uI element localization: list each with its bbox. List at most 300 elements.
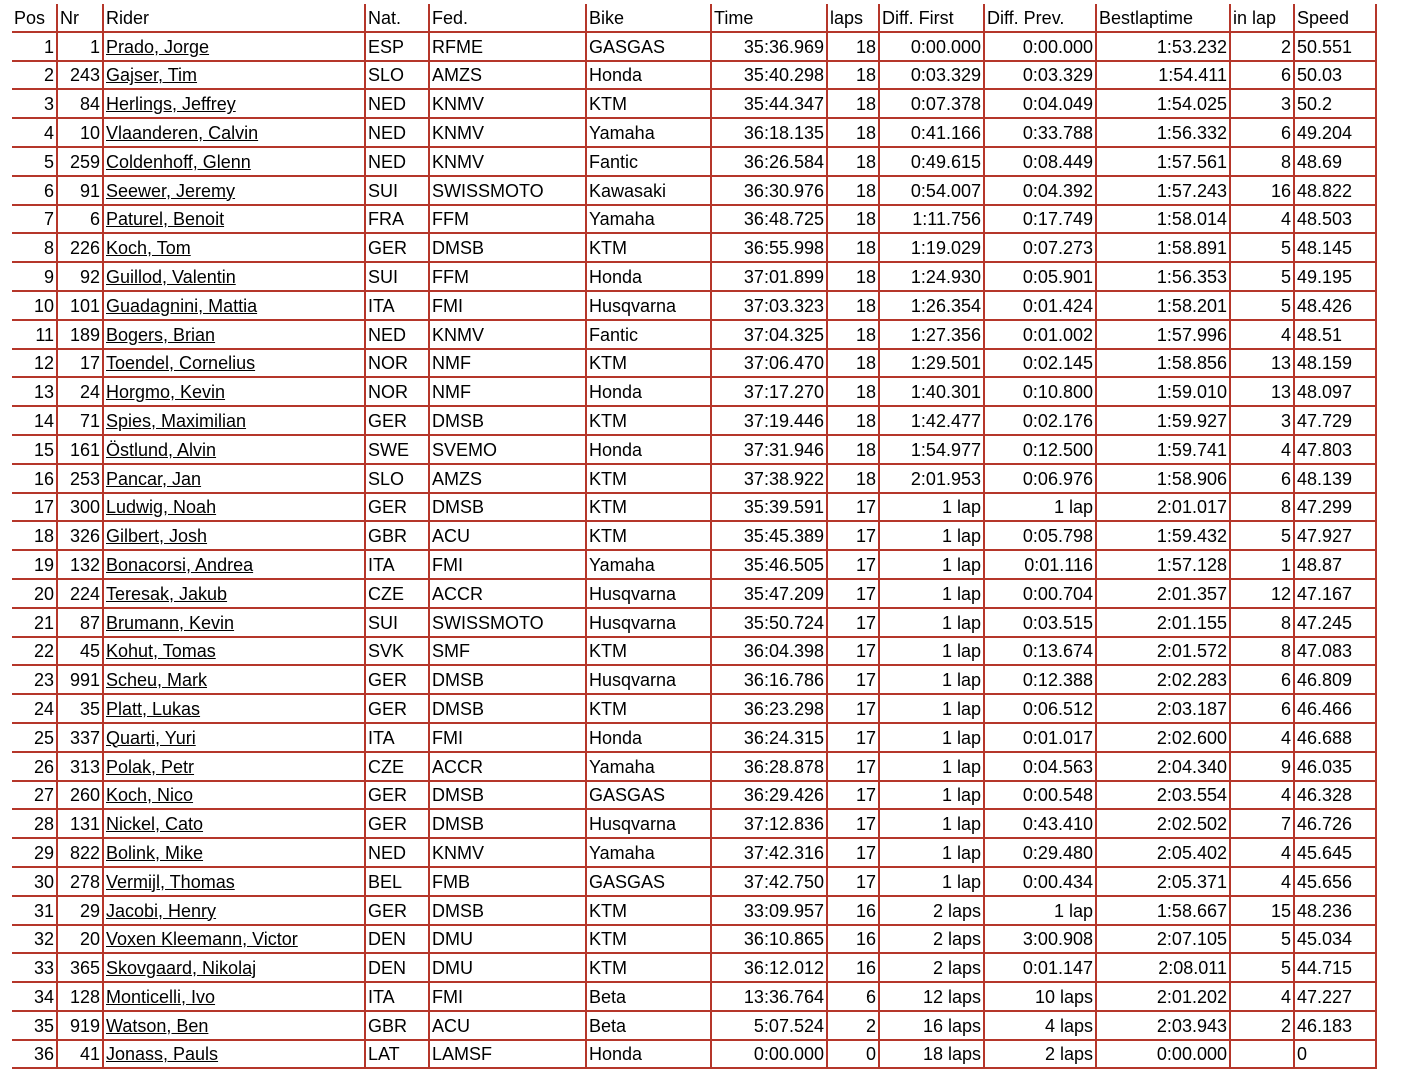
cell-in-lap: 13 <box>1231 350 1295 379</box>
table-row <box>12 321 1377 350</box>
cell-diff-prev: 0:02.145 <box>985 350 1097 379</box>
cell-fed: FMI <box>430 551 587 580</box>
cell-pos: 28 <box>12 810 58 839</box>
cell-bike: Husqvarna <box>587 580 712 609</box>
cell-bike: Honda <box>587 1041 712 1070</box>
cell-diff-prev: 0:00.704 <box>985 580 1097 609</box>
cell-pos: 22 <box>12 638 58 667</box>
table-row <box>12 609 1377 638</box>
cell-time: 35:40.298 <box>712 62 828 91</box>
rider-link[interactable]: Quarti, Yuri <box>106 727 196 748</box>
cell-in-lap: 15 <box>1231 897 1295 926</box>
cell-pos: 7 <box>12 206 58 235</box>
cell-time: 35:50.724 <box>712 609 828 638</box>
table-row <box>12 465 1377 494</box>
cell-rider <box>104 1041 366 1070</box>
cell-speed: 47.167 <box>1295 580 1377 609</box>
cell-bestlaptime: 1:53.232 <box>1097 33 1231 62</box>
cell-rider <box>104 580 366 609</box>
cell-pos: 35 <box>12 1012 58 1041</box>
cell-time: 36:12.012 <box>712 954 828 983</box>
cell-bike: GASGAS <box>587 33 712 62</box>
table-row <box>12 551 1377 580</box>
cell-diff-prev: 0:04.049 <box>985 90 1097 119</box>
cell-bestlaptime: 2:01.017 <box>1097 494 1231 523</box>
cell-laps: 17 <box>828 494 880 523</box>
cell-time: 37:03.323 <box>712 292 828 321</box>
cell-diff-first: 2:01.953 <box>880 465 985 494</box>
rider-link[interactable]: Jonass, Pauls <box>106 1044 219 1065</box>
rider-link[interactable]: Vlaanderen, Calvin <box>106 122 259 143</box>
cell-nr: 71 <box>58 407 104 436</box>
cell-bestlaptime: 2:02.600 <box>1097 724 1231 753</box>
cell-diff-prev: 0:05.901 <box>985 263 1097 292</box>
cell-in-lap: 12 <box>1231 580 1295 609</box>
cell-laps: 18 <box>828 263 880 292</box>
cell-diff-first: 1:42.477 <box>880 407 985 436</box>
cell-speed: 47.245 <box>1295 609 1377 638</box>
cell-diff-prev: 0:12.500 <box>985 436 1097 465</box>
cell-pos: 25 <box>12 724 58 753</box>
rider-link[interactable]: Brumann, Kevin <box>106 612 235 633</box>
cell-pos: 20 <box>12 580 58 609</box>
cell-bestlaptime: 2:01.357 <box>1097 580 1231 609</box>
rider-link[interactable]: Seewer, Jeremy <box>106 180 236 201</box>
cell-bike: Honda <box>587 263 712 292</box>
cell-fed: DMU <box>430 926 587 955</box>
cell-rider <box>104 234 366 263</box>
rider-link[interactable]: Pancar, Jan <box>106 468 202 489</box>
cell-bestlaptime: 0:00.000 <box>1097 1041 1231 1070</box>
cell-in-lap: 2 <box>1231 1012 1295 1041</box>
cell-pos: 23 <box>12 666 58 695</box>
cell-nr: 991 <box>58 666 104 695</box>
cell-nat: SUI <box>366 177 430 206</box>
cell-time: 37:31.946 <box>712 436 828 465</box>
cell-bestlaptime: 2:04.340 <box>1097 753 1231 782</box>
cell-laps: 18 <box>828 436 880 465</box>
cell-in-lap: 6 <box>1231 666 1295 695</box>
results-table <box>12 4 1377 1069</box>
cell-diff-prev: 0:03.329 <box>985 62 1097 91</box>
cell-rider <box>104 609 366 638</box>
cell-diff-first: 0:54.007 <box>880 177 985 206</box>
cell-in-lap: 13 <box>1231 378 1295 407</box>
cell-pos: 9 <box>12 263 58 292</box>
cell-nr: 6 <box>58 206 104 235</box>
cell-diff-first: 1 lap <box>880 753 985 782</box>
table-row <box>12 206 1377 235</box>
cell-nat: SUI <box>366 263 430 292</box>
cell-bike: Fantic <box>587 148 712 177</box>
table-row <box>12 954 1377 983</box>
cell-rider <box>104 753 366 782</box>
cell-diff-first: 0:00.000 <box>880 33 985 62</box>
rider-link[interactable]: Nickel, Cato <box>106 814 204 835</box>
cell-in-lap: 4 <box>1231 206 1295 235</box>
table-row <box>12 724 1377 753</box>
cell-speed: 47.227 <box>1295 983 1377 1012</box>
cell-nat: FRA <box>366 206 430 235</box>
cell-speed: 46.809 <box>1295 666 1377 695</box>
cell-rider <box>104 868 366 897</box>
rider-link[interactable]: Toendel, Cornelius <box>106 353 256 374</box>
header-diff-first: Diff. First <box>880 4 985 33</box>
cell-diff-first: 18 laps <box>880 1041 985 1070</box>
cell-bike: KTM <box>587 494 712 523</box>
header-diff-prev: Diff. Prev. <box>985 4 1097 33</box>
cell-time: 36:10.865 <box>712 926 828 955</box>
cell-laps: 18 <box>828 33 880 62</box>
cell-speed: 48.51 <box>1295 321 1377 350</box>
cell-nat: SUI <box>366 609 430 638</box>
cell-time: 36:48.725 <box>712 206 828 235</box>
cell-laps: 18 <box>828 62 880 91</box>
cell-speed: 48.145 <box>1295 234 1377 263</box>
cell-nat: SVK <box>366 638 430 667</box>
cell-rider <box>104 724 366 753</box>
cell-bestlaptime: 2:03.187 <box>1097 695 1231 724</box>
cell-diff-prev: 1 lap <box>985 494 1097 523</box>
header-row <box>12 4 1377 33</box>
cell-diff-prev: 0:01.017 <box>985 724 1097 753</box>
cell-time: 33:09.957 <box>712 897 828 926</box>
cell-in-lap: 6 <box>1231 465 1295 494</box>
cell-rider <box>104 90 366 119</box>
cell-diff-prev: 0:06.512 <box>985 695 1097 724</box>
cell-pos: 5 <box>12 148 58 177</box>
cell-speed: 48.426 <box>1295 292 1377 321</box>
cell-nat: SLO <box>366 465 430 494</box>
cell-laps: 18 <box>828 206 880 235</box>
cell-bike: Honda <box>587 378 712 407</box>
cell-time: 36:23.298 <box>712 695 828 724</box>
rider-link[interactable]: Skovgaard, Nikolaj <box>106 958 257 979</box>
cell-diff-first: 16 laps <box>880 1012 985 1041</box>
cell-fed: NMF <box>430 378 587 407</box>
cell-nr: 87 <box>58 609 104 638</box>
cell-diff-prev: 0:02.176 <box>985 407 1097 436</box>
header-speed: Speed <box>1295 4 1377 33</box>
cell-rider <box>104 148 366 177</box>
cell-speed: 50.03 <box>1295 62 1377 91</box>
cell-diff-first: 2 laps <box>880 954 985 983</box>
rider-link[interactable]: Guillod, Valentin <box>106 266 236 287</box>
cell-pos: 21 <box>12 609 58 638</box>
cell-fed: KNMV <box>430 148 587 177</box>
table-row <box>12 782 1377 811</box>
cell-nr: 313 <box>58 753 104 782</box>
rider-link[interactable]: Platt, Lukas <box>106 698 201 719</box>
cell-nr: 224 <box>58 580 104 609</box>
cell-diff-first: 1:29.501 <box>880 350 985 379</box>
cell-speed: 47.729 <box>1295 407 1377 436</box>
cell-bike: KTM <box>587 926 712 955</box>
cell-fed: ACCR <box>430 580 587 609</box>
cell-fed: NMF <box>430 350 587 379</box>
cell-nat: ITA <box>366 551 430 580</box>
cell-nat: NED <box>366 148 430 177</box>
cell-pos: 12 <box>12 350 58 379</box>
cell-rider <box>104 666 366 695</box>
rider-link[interactable]: Scheu, Mark <box>106 670 208 691</box>
cell-nat: NED <box>366 321 430 350</box>
cell-time: 37:04.325 <box>712 321 828 350</box>
rider-link[interactable]: Ludwig, Noah <box>106 497 217 518</box>
cell-diff-first: 0:03.329 <box>880 62 985 91</box>
cell-in-lap: 5 <box>1231 292 1295 321</box>
cell-fed: KNMV <box>430 119 587 148</box>
cell-nat: DEN <box>366 926 430 955</box>
cell-diff-prev: 0:29.480 <box>985 839 1097 868</box>
cell-diff-prev: 0:13.674 <box>985 638 1097 667</box>
cell-nat: NED <box>366 839 430 868</box>
cell-fed: FFM <box>430 206 587 235</box>
cell-nr: 24 <box>58 378 104 407</box>
rider-link[interactable]: Bogers, Brian <box>106 324 216 345</box>
cell-nr: 128 <box>58 983 104 1012</box>
cell-bestlaptime: 2:03.943 <box>1097 1012 1231 1041</box>
cell-laps: 6 <box>828 983 880 1012</box>
cell-diff-first: 1:27.356 <box>880 321 985 350</box>
cell-fed: DMSB <box>430 234 587 263</box>
cell-time: 35:47.209 <box>712 580 828 609</box>
cell-diff-prev: 0:03.515 <box>985 609 1097 638</box>
cell-in-lap: 4 <box>1231 983 1295 1012</box>
cell-nat: GER <box>366 695 430 724</box>
cell-speed: 46.466 <box>1295 695 1377 724</box>
cell-in-lap: 5 <box>1231 263 1295 292</box>
cell-time: 36:04.398 <box>712 638 828 667</box>
cell-diff-prev: 2 laps <box>985 1041 1097 1070</box>
cell-pos: 26 <box>12 753 58 782</box>
cell-bike: KTM <box>587 522 712 551</box>
cell-bike: Yamaha <box>587 839 712 868</box>
rider-link[interactable]: Prado, Jorge <box>106 36 210 57</box>
cell-laps: 17 <box>828 695 880 724</box>
cell-fed: RFME <box>430 33 587 62</box>
cell-laps: 17 <box>828 753 880 782</box>
cell-nat: ESP <box>366 33 430 62</box>
cell-nr: 253 <box>58 465 104 494</box>
cell-laps: 17 <box>828 724 880 753</box>
cell-diff-first: 1:40.301 <box>880 378 985 407</box>
rider-link[interactable]: Östlund, Alvin <box>106 439 217 460</box>
cell-speed: 48.87 <box>1295 551 1377 580</box>
cell-diff-first: 1:54.977 <box>880 436 985 465</box>
cell-nat: GER <box>366 897 430 926</box>
cell-nat: LAT <box>366 1041 430 1070</box>
cell-nr: 260 <box>58 782 104 811</box>
cell-time: 5:07.524 <box>712 1012 828 1041</box>
rider-link[interactable]: Horgmo, Kevin <box>106 382 226 403</box>
cell-nat: GBR <box>366 522 430 551</box>
table-row <box>12 62 1377 91</box>
cell-time: 36:24.315 <box>712 724 828 753</box>
table-row <box>12 407 1377 436</box>
cell-bestlaptime: 1:54.025 <box>1097 90 1231 119</box>
rider-link[interactable]: Koch, Tom <box>106 238 191 259</box>
cell-nat: GER <box>366 407 430 436</box>
cell-diff-first: 0:49.615 <box>880 148 985 177</box>
cell-laps: 18 <box>828 321 880 350</box>
cell-laps: 18 <box>828 177 880 206</box>
cell-nr: 278 <box>58 868 104 897</box>
cell-pos: 1 <box>12 33 58 62</box>
cell-pos: 33 <box>12 954 58 983</box>
cell-laps: 17 <box>828 782 880 811</box>
cell-rider <box>104 839 366 868</box>
cell-bestlaptime: 1:59.010 <box>1097 378 1231 407</box>
cell-nr: 226 <box>58 234 104 263</box>
cell-nr: 91 <box>58 177 104 206</box>
cell-rider <box>104 321 366 350</box>
cell-speed: 0 <box>1295 1041 1377 1070</box>
cell-nat: GER <box>366 810 430 839</box>
cell-fed: DMU <box>430 954 587 983</box>
cell-rider <box>104 954 366 983</box>
cell-pos: 36 <box>12 1041 58 1070</box>
rider-link[interactable]: Gilbert, Josh <box>106 526 208 547</box>
cell-nat: GER <box>366 234 430 263</box>
cell-time: 37:06.470 <box>712 350 828 379</box>
cell-bestlaptime: 2:01.572 <box>1097 638 1231 667</box>
cell-pos: 34 <box>12 983 58 1012</box>
cell-time: 36:26.584 <box>712 148 828 177</box>
rider-link[interactable]: Monticelli, Ivo <box>106 986 216 1007</box>
cell-diff-first: 1 lap <box>880 638 985 667</box>
rider-link[interactable]: Bolink, Mike <box>106 842 204 863</box>
cell-bestlaptime: 1:56.353 <box>1097 263 1231 292</box>
cell-bestlaptime: 1:58.014 <box>1097 206 1231 235</box>
cell-pos: 18 <box>12 522 58 551</box>
cell-in-lap: 3 <box>1231 90 1295 119</box>
cell-in-lap: 8 <box>1231 494 1295 523</box>
cell-time: 37:19.446 <box>712 407 828 436</box>
table-row <box>12 263 1377 292</box>
cell-time: 35:39.591 <box>712 494 828 523</box>
cell-rider <box>104 782 366 811</box>
cell-diff-prev: 0:10.800 <box>985 378 1097 407</box>
cell-rider <box>104 292 366 321</box>
cell-in-lap: 4 <box>1231 724 1295 753</box>
cell-laps: 17 <box>828 638 880 667</box>
cell-nat: NED <box>366 119 430 148</box>
rider-link[interactable]: Vermijl, Thomas <box>106 871 235 892</box>
cell-bestlaptime: 2:03.554 <box>1097 782 1231 811</box>
table-row <box>12 897 1377 926</box>
table-row <box>12 1012 1377 1041</box>
cell-nr: 365 <box>58 954 104 983</box>
cell-pos: 17 <box>12 494 58 523</box>
cell-pos: 16 <box>12 465 58 494</box>
rider-link[interactable]: Teresak, Jakub <box>106 583 228 604</box>
cell-nr: 337 <box>58 724 104 753</box>
cell-laps: 2 <box>828 1012 880 1041</box>
table-row <box>12 148 1377 177</box>
cell-bestlaptime: 2:05.371 <box>1097 868 1231 897</box>
table-row <box>12 292 1377 321</box>
cell-nr: 45 <box>58 638 104 667</box>
cell-rider <box>104 926 366 955</box>
cell-rider <box>104 378 366 407</box>
cell-pos: 24 <box>12 695 58 724</box>
cell-diff-first: 0:41.166 <box>880 119 985 148</box>
cell-nat: SLO <box>366 62 430 91</box>
cell-diff-prev: 0:05.798 <box>985 522 1097 551</box>
rider-link[interactable]: Voxen Kleemann, Victor <box>106 929 298 950</box>
cell-bike: Yamaha <box>587 551 712 580</box>
cell-rider <box>104 62 366 91</box>
cell-nr: 243 <box>58 62 104 91</box>
cell-laps: 18 <box>828 378 880 407</box>
cell-pos: 10 <box>12 292 58 321</box>
rider-link[interactable]: Koch, Nico <box>106 785 194 806</box>
rider-link[interactable]: Spies, Maximilian <box>106 410 247 431</box>
rider-link[interactable]: Herlings, Jeffrey <box>106 94 236 115</box>
cell-time: 35:44.347 <box>712 90 828 119</box>
cell-diff-first: 1:26.354 <box>880 292 985 321</box>
cell-bike: Husqvarna <box>587 292 712 321</box>
cell-rider <box>104 522 366 551</box>
rider-link[interactable]: Watson, Ben <box>106 1015 209 1036</box>
rider-link[interactable]: Coldenhoff, Glenn <box>106 151 251 172</box>
cell-rider <box>104 494 366 523</box>
cell-bestlaptime: 2:08.011 <box>1097 954 1231 983</box>
cell-bestlaptime: 1:58.906 <box>1097 465 1231 494</box>
rider-link[interactable]: Kohut, Tomas <box>106 641 216 662</box>
cell-laps: 17 <box>828 522 880 551</box>
table-row <box>12 580 1377 609</box>
cell-speed: 49.195 <box>1295 263 1377 292</box>
cell-bike: Husqvarna <box>587 609 712 638</box>
cell-diff-first: 1 lap <box>880 782 985 811</box>
cell-in-lap: 1 <box>1231 551 1295 580</box>
cell-diff-prev: 0:01.116 <box>985 551 1097 580</box>
cell-fed: DMSB <box>430 782 587 811</box>
cell-nat: BEL <box>366 868 430 897</box>
cell-diff-first: 1 lap <box>880 494 985 523</box>
cell-bestlaptime: 1:57.561 <box>1097 148 1231 177</box>
cell-bike: KTM <box>587 90 712 119</box>
rider-link[interactable]: Gajser, Tim <box>106 65 198 86</box>
cell-in-lap: 4 <box>1231 436 1295 465</box>
cell-rider <box>104 897 366 926</box>
header-pos: Pos <box>12 4 58 33</box>
cell-in-lap: 6 <box>1231 695 1295 724</box>
rider-link[interactable]: Bonacorsi, Andrea <box>106 554 254 575</box>
cell-diff-prev: 0:04.563 <box>985 753 1097 782</box>
header-in-lap: in lap <box>1231 4 1295 33</box>
cell-speed: 50.551 <box>1295 33 1377 62</box>
cell-bike: KTM <box>587 407 712 436</box>
rider-link[interactable]: Polak, Petr <box>106 756 195 777</box>
cell-bestlaptime: 2:01.155 <box>1097 609 1231 638</box>
cell-diff-first: 1 lap <box>880 522 985 551</box>
rider-link[interactable]: Paturel, Benoit <box>106 209 225 230</box>
table-row <box>12 926 1377 955</box>
cell-in-lap: 7 <box>1231 810 1295 839</box>
cell-laps: 18 <box>828 407 880 436</box>
cell-speed: 46.328 <box>1295 782 1377 811</box>
cell-fed: SMF <box>430 638 587 667</box>
rider-link[interactable]: Jacobi, Henry <box>106 900 217 921</box>
rider-link[interactable]: Guadagnini, Mattia <box>106 295 258 316</box>
table-row <box>12 1041 1377 1070</box>
cell-pos: 15 <box>12 436 58 465</box>
cell-nat: NOR <box>366 378 430 407</box>
cell-pos: 19 <box>12 551 58 580</box>
